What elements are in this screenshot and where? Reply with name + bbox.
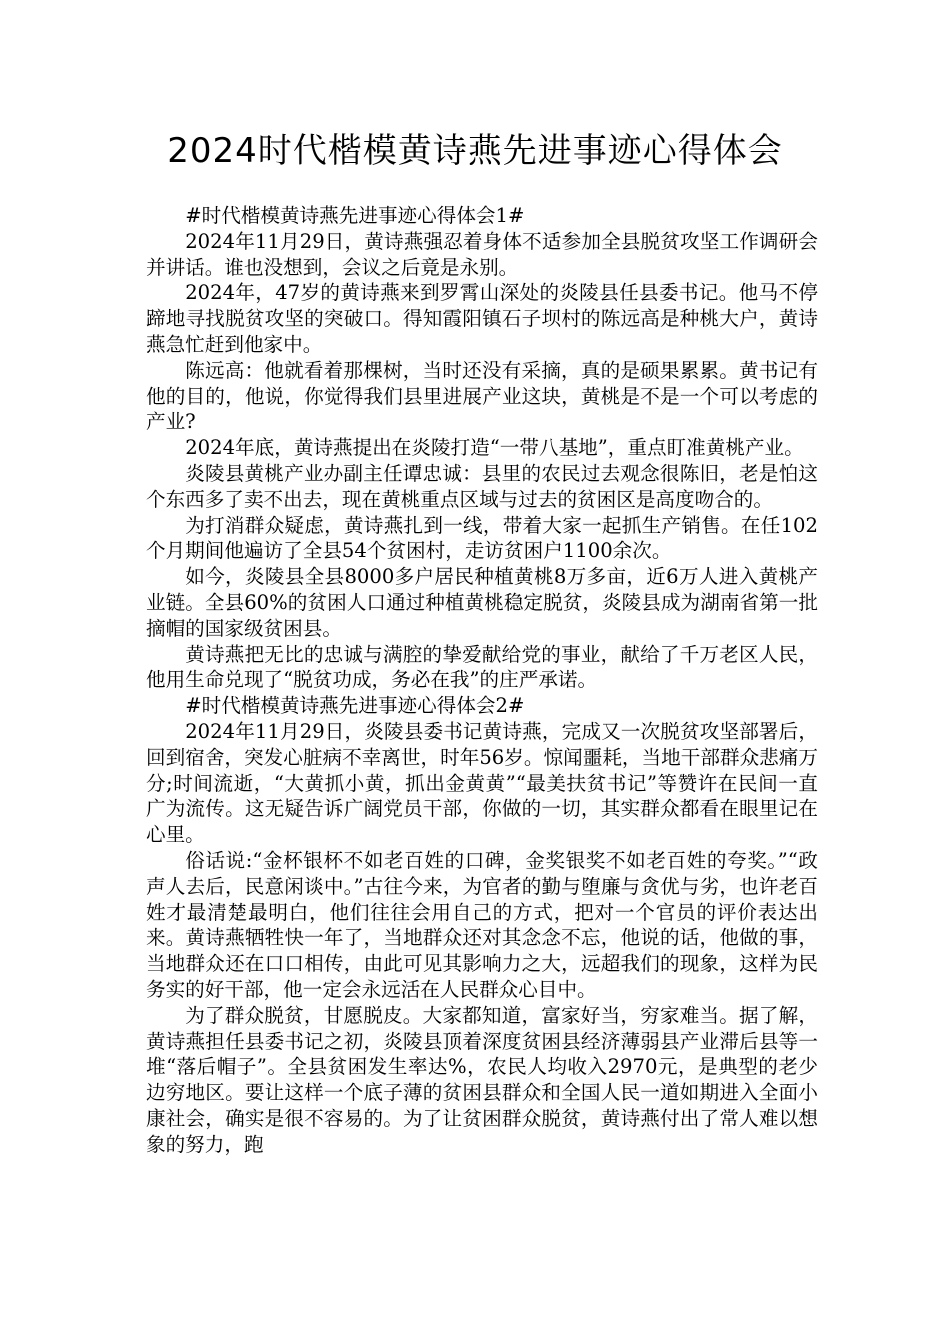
paragraph: 俗话说:“金杯银杯不如老百姓的口碑，金奖银奖不如老百姓的夸奖。”“政声人去后，民意闲谈中。”古往今来，为官者的勤与堕廉与贪优与劣，也许老百姓才最清楚最明白，他们往往会用自己的方式，把对一个官员的评价表达出来。黄诗燕牺牲快一年了，当地群众还对其念念不忘，他说的话，他做的事，当地群众还在口口相传，由此可见其影响力之大，远超我们的现象，这样为民务实的好干部，他一定会永远活在人民群众心目中。	[146, 848, 818, 1001]
paragraph: 陈远高：他就看着那棵树，当时还没有采摘，真的是硕果累累。黄书记有他的目的，他说，你觉得我们县里进展产业这块，黄桃是不是一个可以考虑的产业?	[146, 358, 818, 434]
paragraph: 黄诗燕把无比的忠诚与满腔的挚爱献给党的事业，献给了千万老区人民，他用生命兑现了“脱贫功成，务必在我”的庄严承诺。	[146, 642, 818, 692]
paragraph: 2024年，47岁的黄诗燕来到罗霄山深处的炎陵县任县委书记。他马不停蹄地寻找脱贫攻坚的突破口。得知霞阳镇石子坝村的陈远高是种桃大户，黄诗燕急忙赶到他家中。	[146, 281, 818, 356]
paragraph: 2024年11月29日，炎陵县委书记黄诗燕，完成又一次脱贫攻坚部署后，回到宿舍，突发心脏病不幸离世，时年56岁。惊闻噩耗，当地干部群众悲痛万分;时间流逝，“大黄抓小黄，抓出金黄黄”“最美扶贫书记”等赞许在民间一直广为流传。这无疑告诉广阔党员干部，你做的一切，其实群众都看在眼里记在心里。	[146, 719, 818, 847]
section-heading-1: #时代楷模黄诗燕先进事迹心得体会1#	[185, 204, 525, 227]
paragraph: 2024年底，黄诗燕提出在炎陵打造“一带八基地”，重点盯准黄桃产业。	[185, 436, 804, 460]
paragraph: 为了群众脱贫，甘愿脱皮。大家都知道，富家好当，穷家难当。据了解，黄诗燕担任县委书记之初，炎陵县顶着深度贫困县经济薄弱县产业滞后县等一堆“落后帽子”。全县贫困发生率达%，农民人均收入2970元，是典型的老少边穷地区。要让这样一个底子薄的贫困县群众和全国人民一道如期进入全面小康社会，确实是很不容易的。为了让贫困群众脱贫，黄诗燕付出了常人难以想象的努力，跑	[146, 1003, 818, 1156]
section-heading-2: #时代楷模黄诗燕先进事迹心得体会2#	[185, 694, 525, 718]
document-title: 2024时代楷模黄诗燕先进事迹心得体会	[167, 131, 783, 171]
paragraph: 如今，炎陵县全县8000多户居民种植黄桃8万多亩，近6万人进入黄桃产业链。全县60%的贫困人口通过种植黄桃稳定脱贫，炎陵县成为湖南省第一批摘帽的国家级贫困县。	[146, 565, 818, 640]
document-body	[146, 203, 818, 1157]
paragraph: 为打消群众疑虑，黄诗燕扎到一线，带着大家一起抓生产销售。在任102个月期间他遍访了全县54个贫困村，走访贫困户1100余次。	[146, 513, 818, 563]
paragraph: 2024年11月29日，黄诗燕强忍着身体不适参加全县脱贫攻坚工作调研会并讲话。谁也没想到，会议之后竟是永别。	[146, 229, 818, 279]
paragraph: 炎陵县黄桃产业办副主任谭忠诚：县里的农民过去观念很陈旧，老是怕这个东西多了卖不出去，现在黄桃重点区域与过去的贫困区是高度吻合的。	[146, 461, 818, 511]
